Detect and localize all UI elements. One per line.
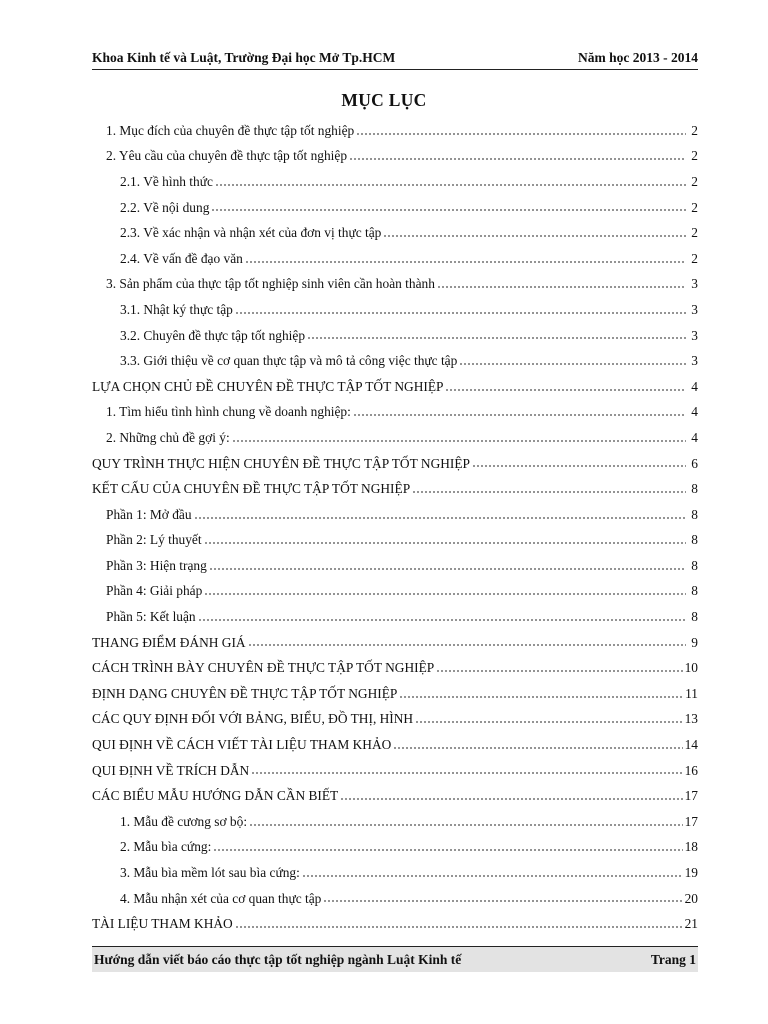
toc-entry-label: Phần 1: Mở đầu: [106, 506, 192, 522]
toc-entry-label: 2.1. Về hình thức: [120, 173, 213, 189]
toc-dot-leader: [211, 208, 686, 212]
toc-entry-label: CÁCH TRÌNH BÀY CHUYÊN ĐỀ THỰC TẬP TỐT NGHIỆP: [92, 660, 435, 676]
toc-dot-leader: [215, 183, 686, 187]
toc-entry-page: 3: [691, 276, 698, 292]
toc-entry[interactable]: [92, 630, 698, 656]
toc-entry-page: 6: [691, 455, 698, 471]
toc-entry-label: 1. Mục đích của chuyên đề thực tập tốt nghiệp: [106, 122, 355, 138]
toc-entry-page: 11: [685, 685, 698, 701]
toc-dot-leader: [340, 797, 682, 801]
toc-entry-label: Phần 2: Lý thuyết: [106, 532, 202, 548]
toc-entry-label: KẾT CẤU CỦA CHUYÊN ĐỀ THỰC TẬP TỐT NGHIỆP: [92, 481, 411, 497]
toc-entry[interactable]: [92, 604, 698, 630]
toc-entry-page: 2: [691, 122, 698, 138]
toc-entry-label: LỰA CHỌN CHỦ ĐỀ CHUYÊN ĐỀ THỰC TẬP TỐT NGHIỆP: [92, 378, 444, 394]
toc-dot-leader: [459, 362, 686, 366]
toc-entry-page: 8: [691, 557, 698, 573]
toc-entry-label: 4. Mẫu nhận xét của cơ quan thực tập: [120, 890, 322, 906]
toc-entry[interactable]: [92, 528, 698, 554]
toc-entry-page: 8: [691, 506, 698, 522]
toc-dot-leader: [445, 388, 686, 392]
toc-dot-leader: [198, 618, 686, 622]
toc-entry-page: 4: [691, 378, 698, 394]
toc-entry[interactable]: [92, 220, 698, 246]
table-of-contents: [92, 118, 698, 937]
toc-entry-label: 2.2. Về nội dung: [120, 199, 210, 215]
toc-entry-page: 17: [684, 788, 698, 804]
toc-dot-leader: [302, 874, 683, 878]
toc-entry[interactable]: [92, 707, 698, 733]
toc-dot-leader: [248, 643, 686, 647]
toc-entry-page: 19: [684, 865, 698, 881]
toc-entry-label: Phần 3: Hiện trạng: [106, 557, 207, 573]
toc-entry-page: 4: [691, 404, 698, 420]
toc-entry-page: 17: [684, 813, 698, 829]
page-footer: [92, 946, 698, 972]
toc-entry[interactable]: [92, 579, 698, 605]
toc-entry[interactable]: [92, 297, 698, 323]
toc-entry-label: Phần 4: Giải pháp: [106, 583, 203, 599]
toc-entry-page: 3: [691, 353, 698, 369]
toc-entry[interactable]: [92, 835, 698, 861]
toc-entry[interactable]: [92, 758, 698, 784]
toc-dot-leader: [353, 413, 686, 417]
toc-entry-label: 1. Tìm hiểu tình hình chung về doanh nghiệp:: [106, 404, 351, 420]
toc-entry[interactable]: [92, 374, 698, 400]
toc-dot-leader: [204, 592, 686, 596]
toc-entry-label: 3.1. Nhật ký thực tập: [120, 301, 233, 317]
header-institution: Khoa Kinh tế và Luật, Trường Đại học Mở Tp.HCM: [92, 50, 396, 65]
toc-dot-leader: [437, 285, 686, 289]
toc-entry-page: 8: [691, 609, 698, 625]
toc-dot-leader: [323, 899, 682, 903]
toc-dot-leader: [245, 260, 686, 264]
toc-dot-leader: [415, 720, 683, 724]
toc-dot-leader: [307, 336, 686, 340]
toc-entry-page: 14: [684, 737, 698, 753]
toc-entry-page: 16: [684, 762, 698, 778]
toc-entry-label: 2.3. Về xác nhận và nhận xét của đơn vị thực tập: [120, 225, 382, 241]
toc-entry-label: ĐỊNH DẠNG CHUYÊN ĐỀ THỰC TẬP TỐT NGHIỆP: [92, 685, 398, 701]
footer-page-number: Trang 1: [650, 951, 696, 967]
toc-entry-label: CÁC QUY ĐỊNH ĐỐI VỚI BẢNG, BIỂU, ĐỒ THỊ, HÌNH: [92, 711, 414, 727]
toc-entry-page: 2: [691, 173, 698, 189]
toc-entry[interactable]: [92, 655, 698, 681]
toc-entry[interactable]: [92, 502, 698, 528]
toc-entry[interactable]: [92, 425, 698, 451]
toc-dot-leader: [232, 439, 686, 443]
toc-dot-leader: [356, 132, 686, 136]
toc-entry-label: 2. Mẫu bìa cứng:: [120, 839, 212, 855]
toc-entry[interactable]: [92, 809, 698, 835]
toc-dot-leader: [472, 464, 686, 468]
toc-entry-page: 20: [684, 890, 698, 906]
toc-entry[interactable]: [92, 783, 698, 809]
toc-entry-page: 3: [691, 327, 698, 343]
toc-entry[interactable]: [92, 860, 698, 886]
toc-dot-leader: [235, 925, 683, 929]
toc-entry[interactable]: [92, 246, 698, 272]
toc-dot-leader: [213, 848, 682, 852]
toc-entry-page: 9: [691, 634, 698, 650]
toc-entry[interactable]: [92, 476, 698, 502]
toc-entry[interactable]: [92, 681, 698, 707]
toc-entry[interactable]: [92, 400, 698, 426]
toc-entry-label: THANG ĐIỂM ĐÁNH GIÁ: [92, 634, 246, 650]
toc-entry[interactable]: [92, 451, 698, 477]
toc-entry[interactable]: [92, 886, 698, 912]
page-header: [92, 46, 698, 70]
toc-dot-leader: [204, 541, 686, 545]
footer-document-title: Hướng dẫn viết báo cáo thực tập tốt nghiệp ngành Luật Kinh tế: [94, 951, 462, 967]
toc-dot-leader: [349, 157, 686, 161]
toc-entry[interactable]: [92, 553, 698, 579]
toc-entry[interactable]: [92, 195, 698, 221]
toc-entry-page: 2: [691, 225, 698, 241]
toc-dot-leader: [209, 567, 686, 571]
toc-dot-leader: [235, 311, 686, 315]
toc-entry-page: 8: [691, 583, 698, 599]
toc-entry-page: 3: [691, 301, 698, 317]
toc-dot-leader: [249, 823, 683, 827]
toc-entry-label: 2. Những chủ đề gợi ý:: [106, 429, 230, 445]
toc-entry-page: 2: [691, 199, 698, 215]
toc-entry-label: 3.2. Chuyên đề thực tập tốt nghiệp: [120, 327, 306, 343]
toc-entry-page: 2: [691, 250, 698, 266]
toc-entry[interactable]: [92, 144, 698, 170]
toc-entry-label: 2. Yêu cầu của chuyên đề thực tập tốt nghiệp: [106, 148, 348, 164]
toc-entry-label: 3. Sản phẩm của thực tập tốt nghiệp sinh viên cần hoàn thành: [106, 276, 435, 292]
toc-entry-label: QUY TRÌNH THỰC HIỆN CHUYÊN ĐỀ THỰC TẬP TỐT NGHIỆP: [92, 455, 470, 471]
toc-entry-label: CÁC BIỂU MẪU HƯỚNG DẪN CẦN BIẾT: [92, 788, 339, 804]
toc-entry-label: 2.4. Về vấn đề đạo văn: [120, 250, 243, 266]
toc-entry-page: 18: [684, 839, 698, 855]
toc-entry-label: QUI ĐỊNH VỀ CÁCH VIẾT TÀI LIỆU THAM KHẢO: [92, 737, 392, 753]
toc-entry-page: 21: [684, 916, 698, 932]
toc-entry-page: 4: [691, 429, 698, 445]
toc-dot-leader: [383, 234, 686, 238]
toc-entry-page: 8: [691, 532, 698, 548]
toc-dot-leader: [436, 669, 682, 673]
toc-entry-label: 3. Mẫu bìa mềm lót sau bìa cứng:: [120, 865, 300, 881]
toc-entry[interactable]: [92, 272, 698, 298]
toc-dot-leader: [393, 746, 682, 750]
toc-dot-leader: [399, 695, 683, 699]
toc-entry[interactable]: [92, 323, 698, 349]
toc-entry[interactable]: [92, 911, 698, 937]
toc-entry-label: TÀI LIỆU THAM KHẢO: [92, 916, 233, 932]
toc-entry[interactable]: [92, 348, 698, 374]
toc-entry-label: 1. Mẫu đề cương sơ bộ:: [120, 813, 248, 829]
toc-entry-label: Phần 5: Kết luận: [106, 609, 196, 625]
toc-dot-leader: [412, 490, 686, 494]
toc-entry-page: 13: [684, 711, 698, 727]
toc-dot-leader: [251, 771, 682, 775]
toc-entry-label: 3.3. Giới thiệu về cơ quan thực tập và mô tả công việc thực tập: [120, 353, 458, 369]
toc-entry[interactable]: [92, 118, 698, 144]
header-academic-year: Năm học 2013 - 2014: [578, 50, 698, 65]
toc-entry-page: 10: [684, 660, 698, 676]
toc-entry-label: QUI ĐỊNH VỀ TRÍCH DẪN: [92, 762, 250, 778]
toc-entry[interactable]: [92, 732, 698, 758]
toc-entry-page: 8: [691, 481, 698, 497]
toc-dot-leader: [194, 516, 686, 520]
toc-entry-page: 2: [691, 148, 698, 164]
toc-entry[interactable]: [92, 169, 698, 195]
toc-title: MỤC LỤC: [341, 90, 427, 110]
